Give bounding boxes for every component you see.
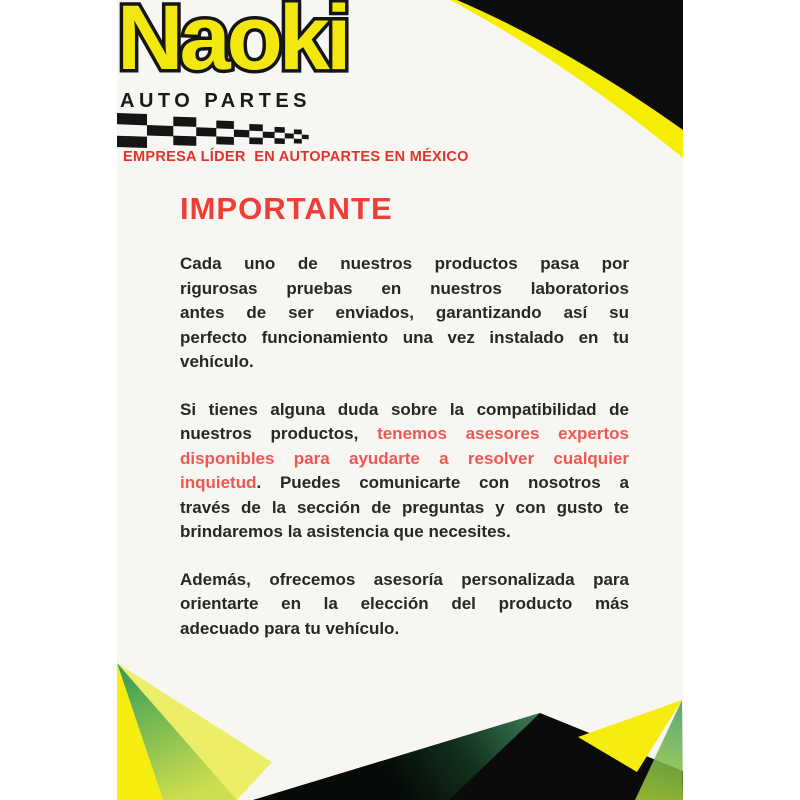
brand-tagline: EMPRESA LÍDER EN AUTOPARTES EN MÉXICO <box>123 149 469 165</box>
paragraph-line <box>180 568 629 593</box>
highlighted-text: inquietud <box>180 473 257 492</box>
body-text: nuestros productos, <box>180 424 378 443</box>
body-text: Cada uno de nuestros productos pasa por <box>180 254 629 273</box>
body-text: rigurosas pruebas en nuestros laboratorios <box>180 278 629 298</box>
brand-logo-subtitle: AUTO PARTES <box>120 90 311 112</box>
importante-heading: IMPORTANTE <box>180 191 393 226</box>
body-text: Si tienes alguna duda sobre la compatibilidad de <box>180 399 629 419</box>
body-text: través de la sección de preguntas y con gusto te <box>180 497 629 517</box>
paragraph-line <box>180 350 629 375</box>
paragraph-line <box>180 398 629 423</box>
paragraph-line <box>180 277 629 302</box>
body-paragraph <box>180 398 629 545</box>
body-paragraph <box>180 568 629 642</box>
body-text: antes de ser enviados, garantizando así su <box>180 303 629 322</box>
paragraph-line <box>180 496 629 521</box>
body-text: Además, ofrecemos asesoría personalizada para <box>180 569 629 589</box>
body-text: perfecto funcionamiento una vez instalado en tu <box>180 327 629 347</box>
body-paragraph <box>180 252 629 375</box>
body-text: adecuado para tu vehículo. <box>180 618 400 638</box>
paragraph-line <box>180 422 629 447</box>
paragraph-line <box>180 447 629 472</box>
paragraph-line <box>180 592 629 617</box>
paragraph-line <box>180 252 629 277</box>
body-copy <box>180 252 629 664</box>
paragraph-line <box>180 617 629 642</box>
brand-logo: Naoki <box>117 0 348 89</box>
body-text: . Puedes comunicarte con nosotros a <box>256 473 629 492</box>
body-text: orientarte en la elección del producto más <box>180 594 629 613</box>
paragraph-line <box>180 520 629 545</box>
poster-canvas <box>117 0 683 800</box>
corner-accent-top-right <box>443 0 683 165</box>
body-text: brindaremos la asistencia que necesites. <box>180 522 511 541</box>
paragraph-line <box>180 326 629 351</box>
body-text: vehículo. <box>180 352 254 371</box>
paragraph-line <box>180 471 629 496</box>
highlighted-text: tenemos asesores expertos <box>377 424 629 443</box>
highlighted-text: disponibles para ayudarte a resolver cualquier <box>180 448 629 468</box>
bottom-decoration <box>117 640 683 800</box>
paragraph-line <box>180 301 629 326</box>
